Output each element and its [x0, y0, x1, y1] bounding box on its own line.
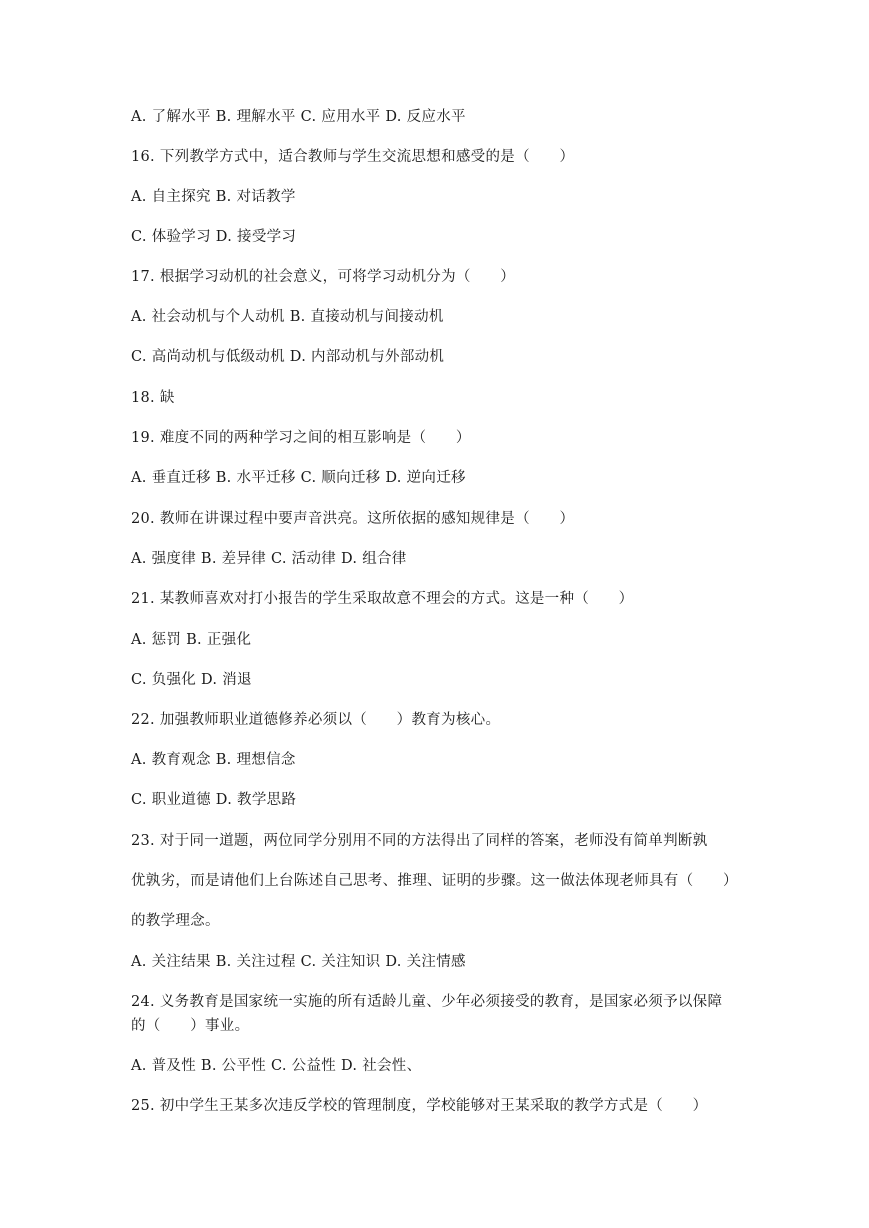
option-line-q17-ab: A. 社会动机与个人动机 B. 直接动机与间接动机 — [131, 309, 444, 325]
question-19: 19. 难度不同的两种学习之间的相互影响是（ ） — [131, 430, 471, 446]
question-18: 18. 缺 — [131, 390, 175, 406]
option-line-q15: A. 了解水平 B. 理解水平 C. 应用水平 D. 反应水平 — [131, 109, 466, 125]
option-line-q17-cd: C. 高尚动机与低级动机 D. 内部动机与外部动机 — [131, 349, 445, 365]
question-23-line-1: 23. 对于同一道题，两位同学分别用不同的方法得出了同样的答案，老师没有简单判断孰 — [131, 833, 708, 849]
question-22: 22. 加强教师职业道德修养必须以（ ）教育为核心。 — [131, 712, 501, 728]
option-line-q16-ab: A. 自主探究 B. 对话教学 — [131, 189, 296, 205]
question-16: 16. 下列教学方式中，适合教师与学生交流思想和感受的是（ ） — [131, 149, 575, 165]
option-line-q20: A. 强度律 B. 差异律 C. 活动律 D. 组合律 — [131, 551, 407, 567]
question-25: 25. 初中学生王某多次违反学校的管理制度，学校能够对王某采取的教学方式是（ ） — [131, 1098, 708, 1114]
option-line-q24: A. 普及性 B. 公平性 C. 公益性 D. 社会性、 — [131, 1058, 422, 1074]
question-24-line-2: 的（ ）事业。 — [131, 1018, 250, 1034]
question-20: 20. 教师在讲课过程中要声音洪亮。这所依据的感知规律是（ ） — [131, 511, 575, 527]
option-line-q21-ab: A. 惩罚 B. 正强化 — [131, 632, 252, 648]
option-line-q19: A. 垂直迁移 B. 水平迁移 C. 顺向迁移 D. 逆向迁移 — [131, 470, 466, 486]
option-line-q23: A. 关注结果 B. 关注过程 C. 关注知识 D. 关注情感 — [131, 954, 466, 970]
question-23-line-2: 优孰劣，而是请他们上台陈述自己思考、推理、证明的步骤。这一做法体现老师具有（ ） — [131, 873, 738, 889]
option-line-q16-cd: C. 体验学习 D. 接受学习 — [131, 229, 297, 245]
option-line-q22-ab: A. 教育观念 B. 理想信念 — [131, 752, 296, 768]
question-23-line-3: 的教学理念。 — [131, 913, 220, 929]
question-24-line-1: 24. 义务教育是国家统一实施的所有适龄儿童、少年必须接受的教育，是国家必须予以保障 — [131, 994, 723, 1010]
option-line-q22-cd: C. 职业道德 D. 教学思路 — [131, 792, 297, 808]
question-21: 21. 某教师喜欢对打小报告的学生采取故意不理会的方式。这是一种（ ） — [131, 591, 634, 607]
question-17: 17. 根据学习动机的社会意义，可将学习动机分为（ ） — [131, 269, 516, 285]
option-line-q21-cd: C. 负强化 D. 消退 — [131, 672, 252, 688]
